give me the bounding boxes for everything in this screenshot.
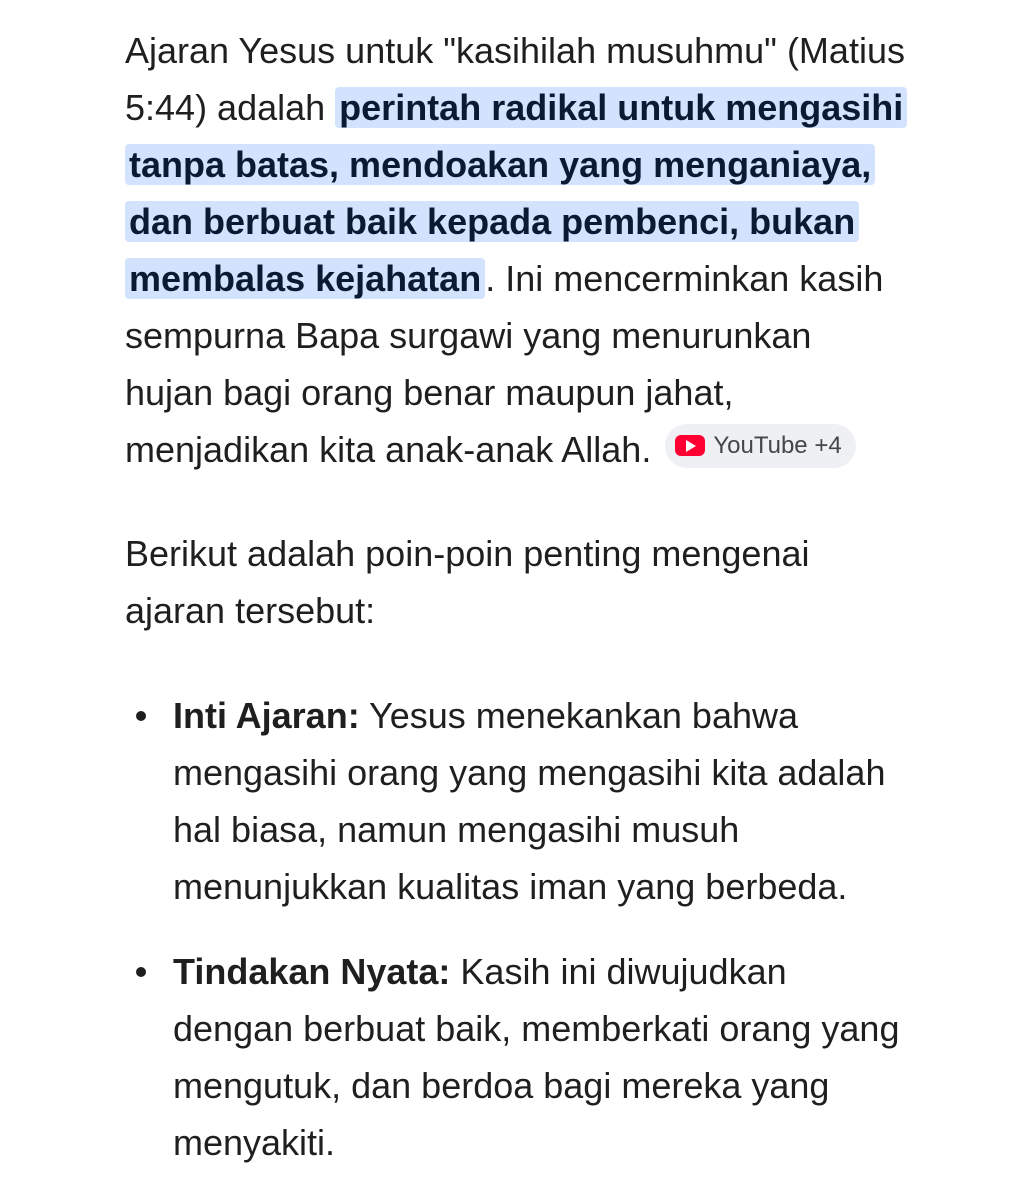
point-term: Tindakan Nyata: [173, 951, 451, 992]
points-list [125, 687, 905, 1171]
response-content [125, 22, 905, 1199]
highlighted-answer[interactable]: perintah radikal untuk mengasihi tanpa batas, mendoakan yang menganiaya, dan berbuat baik kepada pembenci, bukan membalas kejahatan [125, 87, 907, 299]
intro-paragraph [125, 22, 905, 478]
point-term: Inti Ajaran: [173, 695, 360, 736]
list-item [125, 943, 905, 1171]
point-text: Kasih ini diwujudkan dengan berbuat baik, memberkati orang yang mengutuk, dan berdoa bagi mereka yang menyakiti. [173, 951, 900, 1163]
youtube-icon [675, 435, 705, 456]
list-item [125, 687, 905, 915]
point-text: Yesus menekankan bahwa mengasihi orang yang mengasihi kita adalah hal biasa, namun mengasihi musuh menunjukkan kualitas iman yang berbeda. [173, 695, 886, 907]
source-chip-label: YouTube +4 [713, 431, 842, 459]
source-chip[interactable] [665, 424, 855, 468]
intro-tail-text: . Ini mencerminkan kasih sempurna Bapa surgawi yang menurunkan hujan bagi orang benar maupun jahat, menjadikan kita anak-anak Allah. [125, 258, 884, 470]
points-intro-paragraph: Berikut adalah poin-poin penting mengenai ajaran tersebut: [125, 533, 810, 631]
intro-lead-text: Ajaran Yesus untuk "kasihilah musuhmu" (Matius 5:44) adalah [125, 30, 905, 128]
